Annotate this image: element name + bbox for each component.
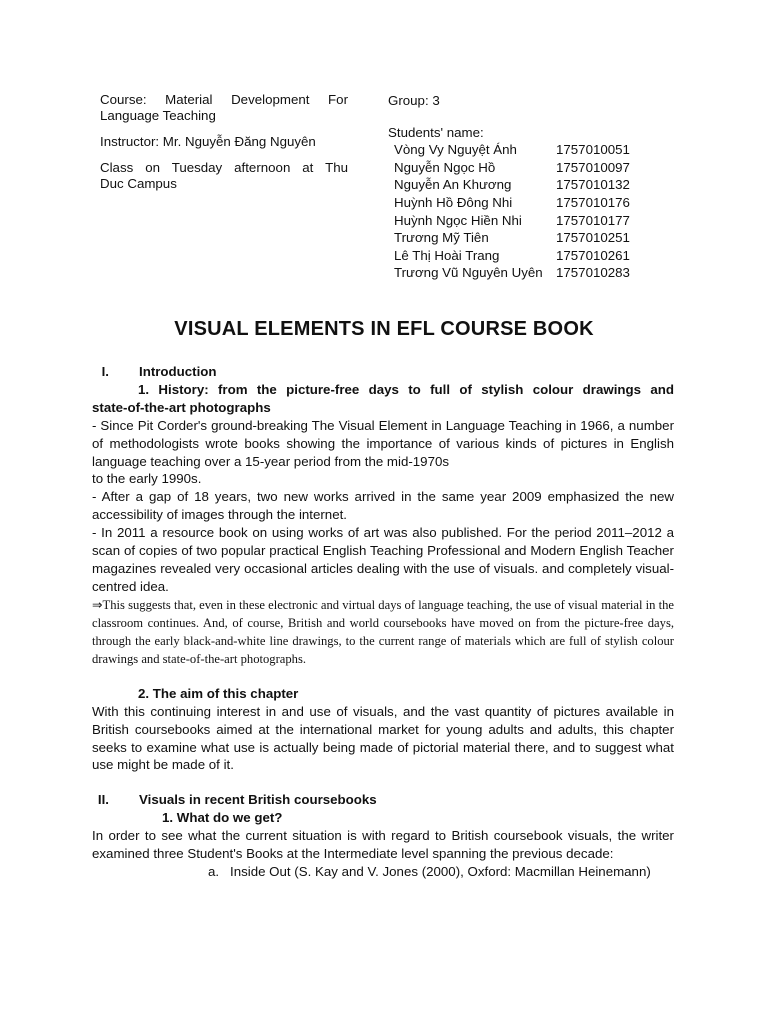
course-line-2: Language Teaching xyxy=(100,108,216,123)
student-row xyxy=(388,229,688,247)
aim-heading: 2. The aim of this chapter xyxy=(138,685,299,701)
group-label: Group: 3 xyxy=(388,93,440,108)
paragraph-history-1b: to the early 1990s. xyxy=(92,471,202,487)
student-name: Huỳnh Ngọc Hiền Nhi xyxy=(394,212,522,228)
course-line-1: Course: Material Development For xyxy=(100,92,348,107)
header-left xyxy=(100,92,348,202)
instructor-info: Instructor: Mr. Nguyễn Đăng Nguyên xyxy=(100,134,316,149)
history-heading-line-1: 1. History: from the picture-free days to full of stylish colour drawings and xyxy=(138,381,674,397)
section-number: I. xyxy=(101,364,109,379)
paragraph-aim: With this continuing interest in and use of visuals, and the vast quantity of pictures available in British coursebooks aimed at the international market for young adults and adults, this chapter seeks to examine what use is actually being made of pictorial material there, and to suggest what use might be made of it. xyxy=(92,703,674,773)
student-row xyxy=(388,194,688,212)
student-name: Huỳnh Hồ Đông Nhi xyxy=(394,194,513,210)
section-number: II. xyxy=(97,792,109,808)
student-id: 1757010283 xyxy=(556,265,630,281)
section-heading-introduction xyxy=(92,363,674,381)
section-title: Introduction xyxy=(139,364,217,379)
student-row xyxy=(388,247,688,265)
student-name: Nguyễn Ngọc Hồ xyxy=(394,159,496,175)
student-id: 1757010176 xyxy=(556,194,630,210)
list-item xyxy=(92,863,674,881)
student-id: 1757010261 xyxy=(556,247,630,263)
student-row xyxy=(388,212,688,230)
class-info xyxy=(100,160,348,192)
what-do-we-get-heading: 1. What do we get? xyxy=(162,810,283,826)
paragraph-history-2: - After a gap of 18 years, two new works arrived in the same year 2009 emphasized the new accessibility of images through the internet. xyxy=(92,489,674,523)
paragraph-history-1: - Since Pit Corder's ground-breaking The Visual Element in Language Teaching in 1966, a number of methodologists wrote books showing the importance of various kinds of pictures in English language teaching over a 15-year period from the mid-1970s xyxy=(92,417,674,469)
student-row xyxy=(388,141,688,159)
paragraph-conclusion: ⇒This suggests that, even in these electronic and virtual days of language teaching, the use of visual material in the classroom continues. And, of course, British and world coursebooks have moved on from the picture-free days, through the early black-and-white line drawings, to the current range of materials which are full of stylish colour drawings and state-of-the-art photographs. xyxy=(92,597,674,666)
student-name: Trương Mỹ Tiên xyxy=(394,230,489,246)
student-id: 1757010177 xyxy=(556,212,630,228)
student-name: Nguyễn An Khương xyxy=(394,177,512,193)
header-right xyxy=(388,92,688,282)
class-line-2: Duc Campus xyxy=(100,176,177,191)
student-id: 1757010132 xyxy=(556,177,630,193)
paragraph-history-3: - In 2011 a resource book on using works of art was also published. For the period 2011–2012 a scan of copies of two popular practical English Teaching Professional and Modern English Teacher magazines revealed very occasional articles dealing with the use of visuals. and completely visual-centred idea. xyxy=(92,525,674,594)
class-line-1: Class on Tuesday afternoon at Thu xyxy=(100,160,348,175)
student-row xyxy=(388,159,688,177)
section-title: Visuals in recent British coursebooks xyxy=(139,792,377,808)
section-heading-visuals xyxy=(92,791,674,809)
list-text: Inside Out (S. Kay and V. Jones (2000), Oxford: Macmillan Heinemann) xyxy=(230,863,651,879)
student-name: Vòng Vy Nguyệt Ánh xyxy=(394,142,517,158)
document-body xyxy=(92,363,674,881)
student-id: 1757010097 xyxy=(556,159,630,175)
student-id: 1757010051 xyxy=(556,142,630,158)
student-name: Lê Thị Hoài Trang xyxy=(394,247,500,263)
student-row xyxy=(388,264,688,282)
students-list xyxy=(388,141,688,282)
student-row xyxy=(388,176,688,194)
paragraph-what-do-we-get: In order to see what the current situation is with regard to British coursebook visuals, the writer examined three Student's Books at the Intermediate level spanning the previous decade: xyxy=(92,828,674,862)
students-label: Students' name: xyxy=(388,124,484,140)
history-heading-line-2: state-of-the-art photographs xyxy=(92,399,271,415)
course-info xyxy=(100,92,348,124)
student-id: 1757010251 xyxy=(556,230,630,246)
list-letter: a. xyxy=(208,863,220,879)
document-title: VISUAL ELEMENTS IN EFL COURSE BOOK xyxy=(174,318,594,340)
student-name: Trương Vũ Nguyên Uyên xyxy=(394,265,543,281)
